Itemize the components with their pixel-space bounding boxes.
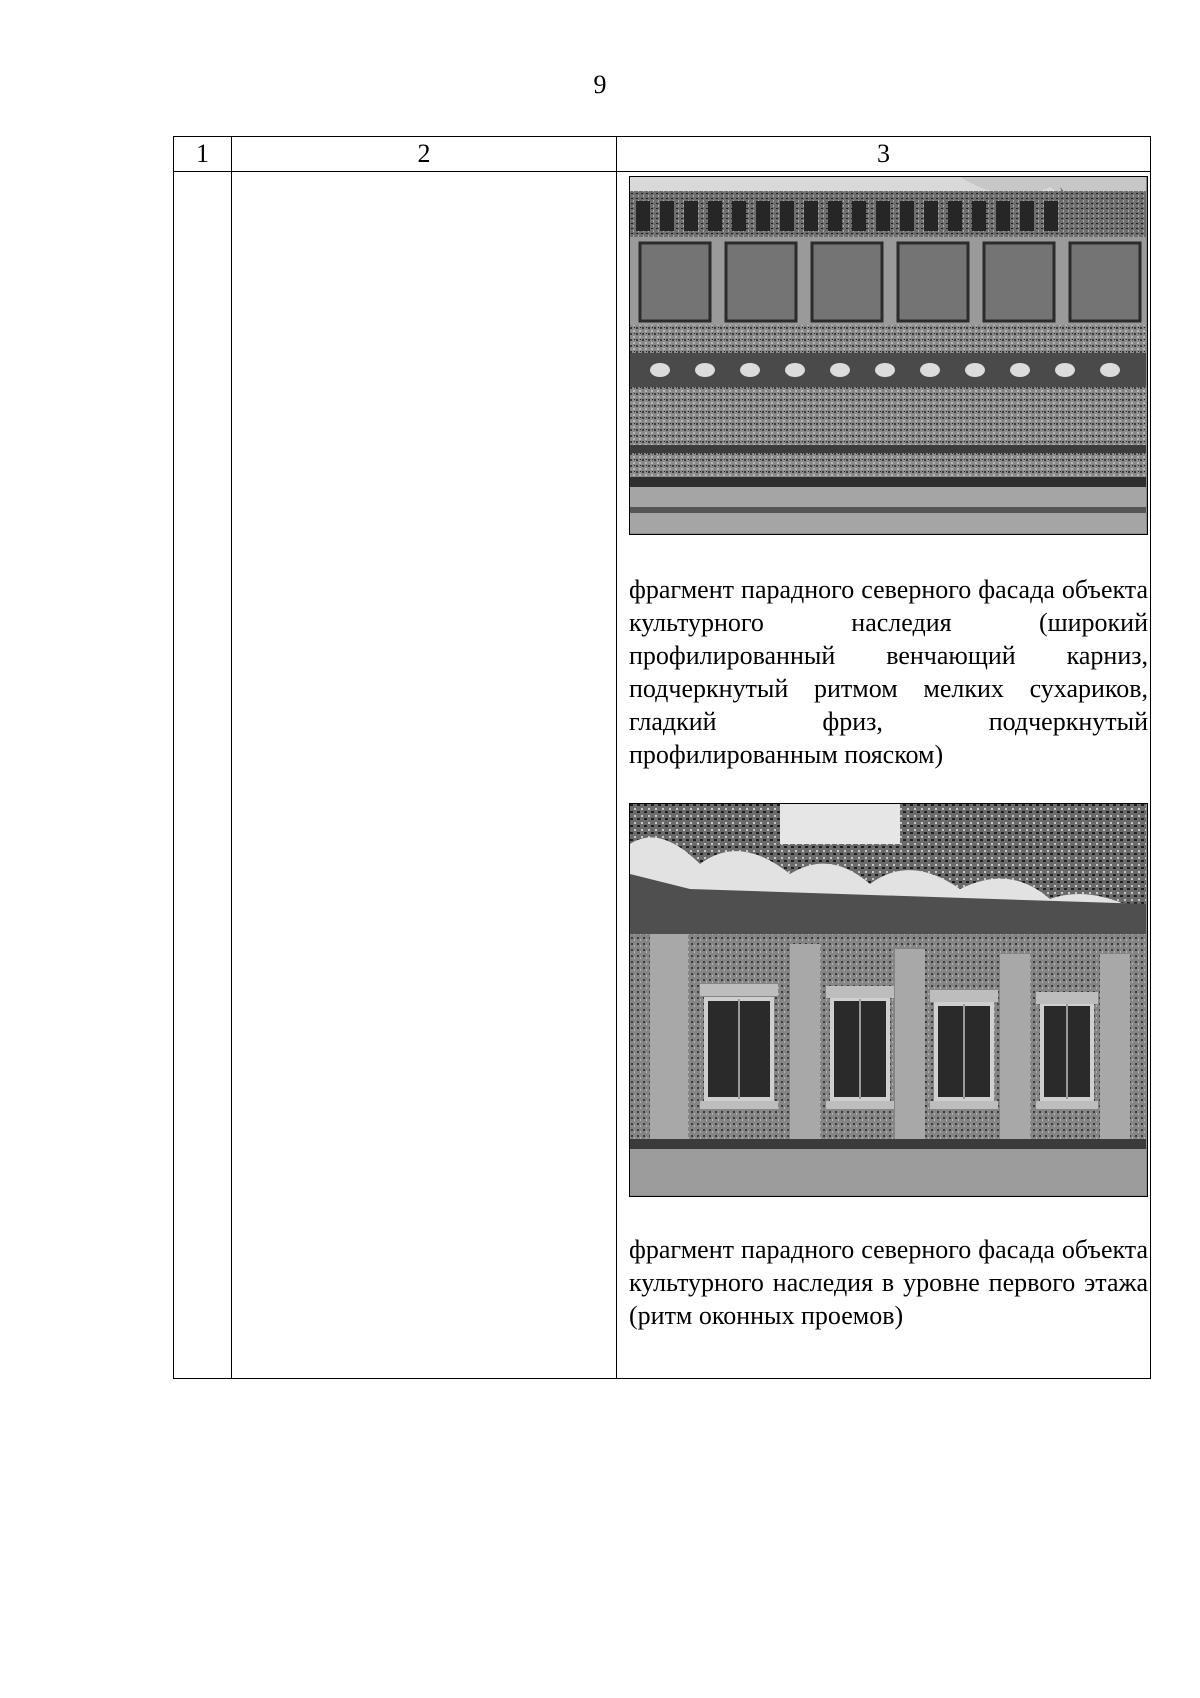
table-row	[174, 172, 1151, 1379]
cornice-photo	[629, 176, 1148, 535]
header-cell-2: 2	[232, 137, 617, 172]
photo-caption: фрагмент парадного северного фасада объекта культурного наследия в уровне первого этажа (ритм оконных проемов)	[629, 1235, 1148, 1330]
description-table	[173, 136, 1151, 1379]
photo-caption: фрагмент парадного северного фасада объекта культурного наследия (широкий профилированный венчающий карниз, подчеркнутый ритмом мелких сухариков, гладкий фриз, подчеркнутый профилированным пояском)	[629, 575, 1148, 769]
table-cell-1	[174, 172, 232, 1379]
cornice-photo-drawing	[630, 177, 1146, 533]
table-header-row	[174, 137, 1151, 172]
page-number: 9	[593, 70, 607, 99]
header-cell-1: 1	[174, 137, 232, 172]
header-cell-3: 3	[617, 137, 1151, 172]
table-cell-3	[617, 172, 1151, 1379]
table-cell-2	[232, 172, 617, 1379]
facade-windows-photo	[629, 803, 1148, 1197]
facade-windows-photo-drawing	[630, 804, 1146, 1195]
